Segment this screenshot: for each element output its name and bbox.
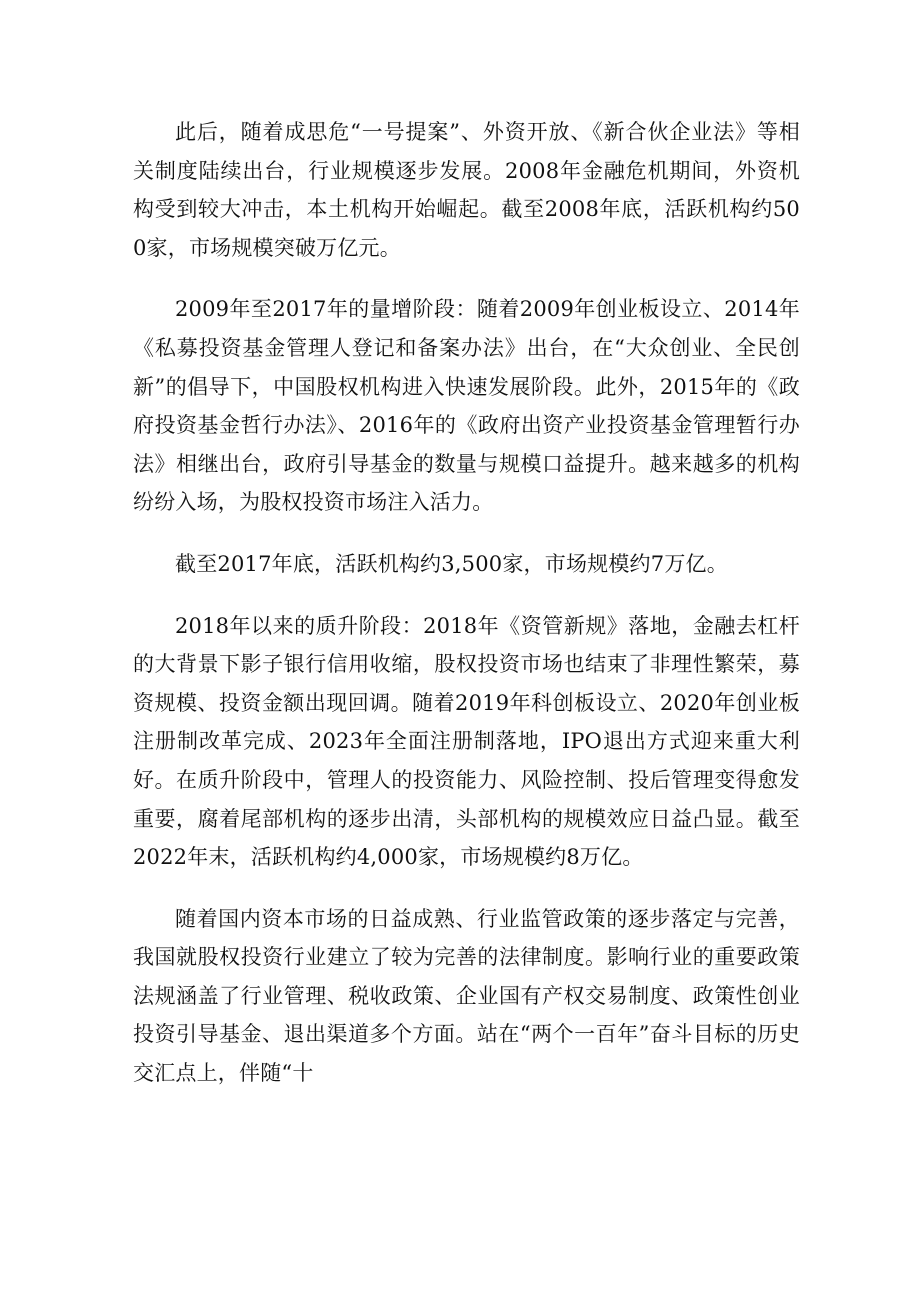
paragraph-5: 随着国内资本市场的日益成熟、行业监管政策的逐步落定与完善，我国就股权投资行业建立了较为完善的法律制度。影响行业的重要政策法规涵盖了行业管理、税收政策、企业国有产权交易制度、政策性创业投资引导基金、退出渠道多个方面。站在“两个一百年”奋斗目标的历史交汇点上，伴随“十 bbox=[133, 906, 800, 1086]
paragraph-4: 2018年以来的质升阶段：2018年《资管新规》落地，金融去杠杆的大背景下影子银行信用收缩，股权投资市场也结束了非理性繁荣，募资规模、投资金额出现回调。随着2019年科创板设立、2020年创业板注册制改革完成、2023年全面注册制落地，IPO退出方式迎来重大利好。在质升阶段中，管理人的投资能力、风险控制、投后管理变得愈发重要，腐着尾部机构的逐步出清，头部机构的规模效应日益凸显。截至2022年末，活跃机构约4,000家，市场规模约8万亿。 bbox=[133, 613, 800, 870]
paragraph-3: 截至2017年底，活跃机构约3,500家，市场规模约7万亿。 bbox=[175, 551, 728, 576]
paragraph-1: 此后，随着成思危“一号提案”、外资开放、《新合伙企业法》等相关制度陆续出台，行业规模逐步发展。2008年金融危机期间，外资机构受到较大冲击，本土机构开始崛起。截至2008年底，活跃机构约500家，市场规模突破万亿元。 bbox=[133, 120, 800, 260]
paragraph-2: 2009年至2017年的量增阶段：随着2009年创业板设立、2014年《私募投资基金管理人登记和备案办法》出台，在“大众创业、全民创新”的倡导下，中国股权机构进入快速发展阶段。此外，2015年的《政府投资基金哲行办法》、2016年的《政府出资产业投资基金管理暂行办法》相继出台，政府引导基金的数量与规模口益提升。越来越多的机构纷纷入场，为股权投资市场注入活力。 bbox=[133, 297, 800, 515]
